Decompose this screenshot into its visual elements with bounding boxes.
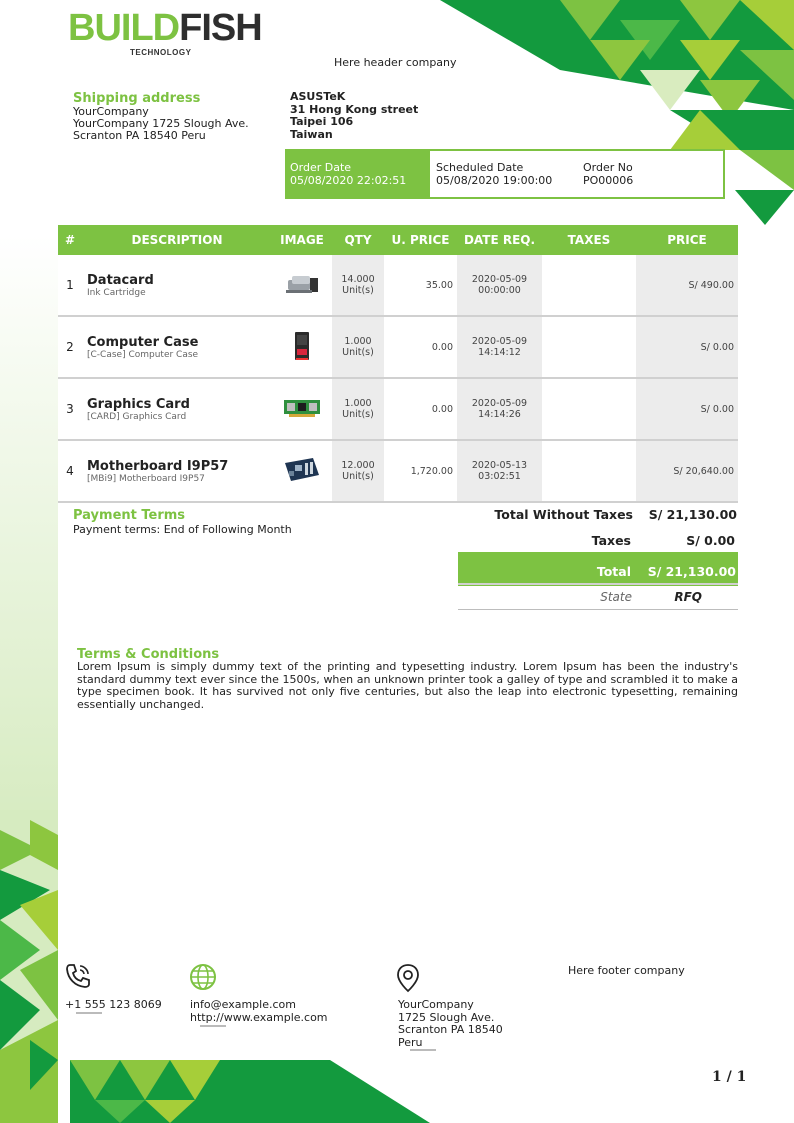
- order-date-label: Order Date: [290, 161, 352, 174]
- order-no-value: PO00006: [583, 174, 634, 187]
- product-name: Datacard: [87, 272, 154, 288]
- vendor-address: [290, 91, 418, 141]
- line-taxes: [542, 255, 636, 316]
- company-logo: BUILDFISH: [68, 7, 262, 49]
- vendor-line: ASUSTeK: [290, 90, 346, 103]
- qty-unit: Unit(s): [342, 409, 374, 420]
- qty-value: 1.000: [344, 336, 372, 347]
- line-price: S/ 490.00: [636, 255, 738, 316]
- footer-phone-underline: [76, 1012, 102, 1014]
- product-subtitle: Ink Cartridge: [87, 287, 146, 298]
- line-price: S/ 0.00: [636, 316, 738, 378]
- taxes-value: S/ 0.00: [686, 533, 735, 548]
- footer-address-line: Peru: [398, 1035, 423, 1049]
- time-value: 03:02:51: [478, 471, 521, 482]
- footer-address-underline: [410, 1049, 436, 1051]
- line-number: 3: [58, 378, 82, 440]
- footer-company-text: Here footer company: [568, 964, 685, 977]
- line-qty: [332, 255, 384, 316]
- line-description: [82, 316, 272, 378]
- product-name: Computer Case: [87, 334, 199, 350]
- date-value: 2020-05-13: [471, 460, 528, 471]
- computer-case-icon: [290, 331, 314, 361]
- footer-address: [398, 999, 503, 1049]
- company-logo-subtitle: TECHNOLOGY: [130, 48, 192, 57]
- qty-unit: Unit(s): [342, 285, 374, 296]
- order-date-value: 05/08/2020 22:02:51: [290, 174, 407, 187]
- vendor-line: Taiwan: [290, 127, 333, 141]
- footer-address-line: YourCompany: [398, 998, 474, 1011]
- date-value: 2020-05-09: [471, 398, 528, 409]
- qty-unit: Unit(s): [342, 471, 374, 482]
- order-no-label: Order No: [583, 161, 633, 174]
- footer-address-line: 1725 Slough Ave.: [398, 1010, 495, 1024]
- time-value: 14:14:12: [478, 347, 521, 358]
- scheduled-date-label: Scheduled Date: [436, 161, 524, 174]
- product-subtitle: [C-Case] Computer Case: [87, 349, 199, 360]
- phone-icon: [64, 962, 92, 990]
- order-date-cell: [285, 149, 430, 199]
- line-unit-price: 35.00: [384, 255, 457, 316]
- footer-web-underline: [200, 1025, 226, 1027]
- state-label: State: [600, 590, 632, 604]
- header-company-text: Here header company: [334, 56, 457, 69]
- line-date-req: [457, 255, 542, 316]
- line-description: [82, 378, 272, 440]
- shipping-line: YourCompany: [73, 105, 149, 118]
- motherboard-icon: [283, 457, 321, 483]
- line-date-req: [457, 378, 542, 440]
- product-image: [272, 316, 332, 378]
- qty-value: 1.000: [344, 398, 372, 409]
- col-header: #: [58, 225, 82, 255]
- line-number: 4: [58, 440, 82, 502]
- product-subtitle: [MBi9] Motherboard I9P57: [87, 473, 205, 484]
- order-no-cell: [583, 161, 633, 187]
- table-row: [58, 440, 738, 502]
- footer-website[interactable]: http://www.example.com: [190, 1010, 328, 1024]
- terms-text: Lorem Ipsum is simply dummy text of the printing and typesetting industry. Lorem Ipsum has been the industry's standard dummy text ever since the 1500s, when an unknown printer took a galley of type and scrambled it to make a type specimen book. It has survived not only five centuries, but also the leap into electronic typesetting, remaining essentially unchanged.: [77, 660, 738, 711]
- line-date-req: [457, 316, 542, 378]
- col-header: IMAGE: [272, 225, 332, 255]
- total-divider: [458, 583, 738, 585]
- col-header: DESCRIPTION: [82, 225, 272, 255]
- line-price: S/ 0.00: [636, 378, 738, 440]
- time-value: 14:14:26: [478, 409, 521, 420]
- state-value: RFQ: [674, 590, 702, 604]
- table-row: [58, 316, 738, 378]
- col-header: TAXES: [542, 225, 636, 255]
- shipping-address: [73, 106, 249, 142]
- line-qty: [332, 316, 384, 378]
- order-lines-table: [58, 225, 738, 503]
- page-number: 1 / 1: [712, 1069, 747, 1085]
- graphics-card-icon: [283, 397, 321, 419]
- footer-phone: +1 555 123 8069: [65, 998, 162, 1011]
- line-price: S/ 20,640.00: [636, 440, 738, 502]
- total-label: Total: [596, 564, 631, 579]
- line-number: 1: [58, 255, 82, 316]
- line-date-req: [457, 440, 542, 502]
- line-unit-price: 0.00: [384, 316, 457, 378]
- line-taxes: [542, 440, 636, 502]
- left-gradient-strip: [0, 235, 58, 835]
- table-header-row: [58, 225, 738, 255]
- col-header: U. PRICE: [384, 225, 457, 255]
- payment-terms-text: Payment terms: End of Following Month: [73, 523, 292, 536]
- line-taxes: [542, 378, 636, 440]
- datacard-icon: [284, 272, 320, 296]
- footer-contact: [190, 999, 328, 1024]
- product-subtitle: [CARD] Graphics Card: [87, 411, 187, 422]
- header-triangle-pattern: [440, 0, 794, 240]
- time-value: 00:00:00: [478, 285, 521, 296]
- col-header: DATE REQ.: [457, 225, 542, 255]
- scheduled-date-cell: [436, 161, 552, 187]
- table-row: [58, 378, 738, 440]
- table-row: [58, 255, 738, 316]
- location-pin-icon: [396, 963, 420, 993]
- line-number: 2: [58, 316, 82, 378]
- qty-unit: Unit(s): [342, 347, 374, 358]
- col-header: QTY: [332, 225, 384, 255]
- payment-terms-title: Payment Terms: [73, 508, 186, 523]
- line-qty: [332, 440, 384, 502]
- col-header: PRICE: [636, 225, 738, 255]
- line-description: [82, 440, 272, 502]
- line-taxes: [542, 316, 636, 378]
- vendor-line: 31 Hong Kong street: [290, 102, 419, 116]
- footer-address-line: Scranton PA 18540: [398, 1023, 503, 1036]
- shipping-line: YourCompany 1725 Slough Ave.: [73, 117, 249, 130]
- qty-value: 12.000: [341, 460, 375, 471]
- product-name: Motherboard I9P57: [87, 458, 229, 474]
- line-description: [82, 255, 272, 316]
- untaxed-label: Total Without Taxes: [494, 507, 633, 522]
- scheduled-date-value: 05/08/2020 19:00:00: [436, 174, 553, 187]
- line-unit-price: 0.00: [384, 378, 457, 440]
- state-divider: [458, 609, 738, 610]
- taxes-label: Taxes: [591, 533, 631, 548]
- line-unit-price: 1,720.00: [384, 440, 457, 502]
- vendor-line: Taipei 106: [290, 115, 354, 128]
- product-name: Graphics Card: [87, 396, 190, 412]
- qty-value: 14.000: [341, 274, 375, 285]
- product-image: [272, 378, 332, 440]
- date-value: 2020-05-09: [471, 274, 528, 285]
- date-value: 2020-05-09: [471, 336, 528, 347]
- globe-icon: [189, 963, 217, 991]
- total-value: S/ 21,130.00: [647, 564, 736, 579]
- shipping-address-title: Shipping address: [73, 91, 201, 106]
- footer-email[interactable]: info@example.com: [190, 998, 296, 1011]
- terms-title: Terms & Conditions: [77, 647, 220, 662]
- untaxed-value: S/ 21,130.00: [648, 507, 737, 522]
- product-image: [272, 440, 332, 502]
- product-image: [272, 255, 332, 316]
- line-qty: [332, 378, 384, 440]
- shipping-line: Scranton PA 18540 Peru: [73, 129, 206, 142]
